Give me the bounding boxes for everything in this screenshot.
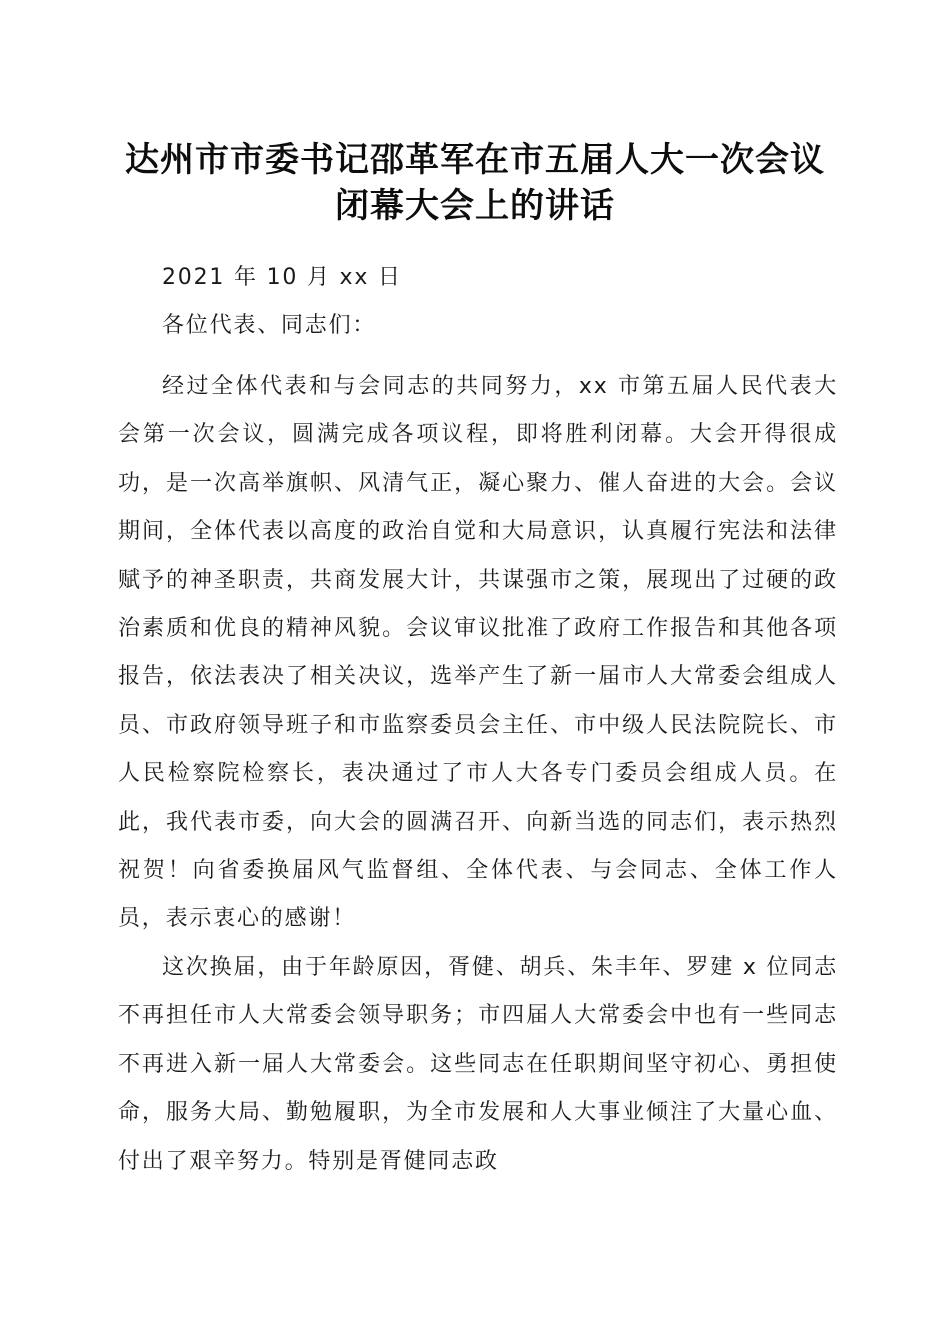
- paragraph-2: [118, 944, 838, 1186]
- greeting-line: [118, 302, 838, 350]
- paragraph-1-text: 经过全体代表和与会同志的共同努力，xx 市第五届人民代表大会第一次会议，圆满完成各项议程，即将胜利闭幕。大会开得很成功，是一次高举旗帜、风清气正，凝心聚力、催人奋进的大会。会议期间，全体代表以高度的政治自觉和大局意识，认真履行宪法和法律赋予的神圣职责，共商发展大计，共谋强市之策，展现出了过硬的政治素质和优良的精神风貌。会议审议批准了政府工作报告和其他各项报告，依法表决了相关决议，选举产生了新一届市人大常委会组成人员、市政府领导班子和市监察委员会主任、市中级人民法院院长、市人民检察院检察长，表决通过了市人大各专门委员会组成人员。在此，我代表市委，向大会的圆满召开、向新当选的同志们，表示热烈祝贺！向省委换届风气监督组、全体代表、与会同志、全体工作人员，表示衷心的感谢！: [118, 374, 838, 932]
- date-text: 2021 年 10 月 xx 日: [162, 265, 402, 290]
- document-title-line-1: 达州市市委书记邵革军在市五届人大一次会议: [125, 140, 825, 180]
- paragraph-1: [118, 363, 838, 944]
- document-title-line-2: 闭幕大会上的讲话: [335, 186, 615, 226]
- paragraph-2-text: 这次换届，由于年龄原因，胥健、胡兵、朱丰年、罗建 x 位同志不再担任市人大常委会领导职务；市四届人大常委会中也有一些同志不再进入新一届人大常委会。这些同志在任职期间坚守初心、勇担使命，服务大局、勤勉履职，为全市发展和人大事业倾注了大量心血、付出了艰辛努力。特别是胥健同志政: [118, 955, 838, 1174]
- date-line: [118, 254, 838, 302]
- greeting-text: 各位代表、同志们：: [162, 313, 377, 338]
